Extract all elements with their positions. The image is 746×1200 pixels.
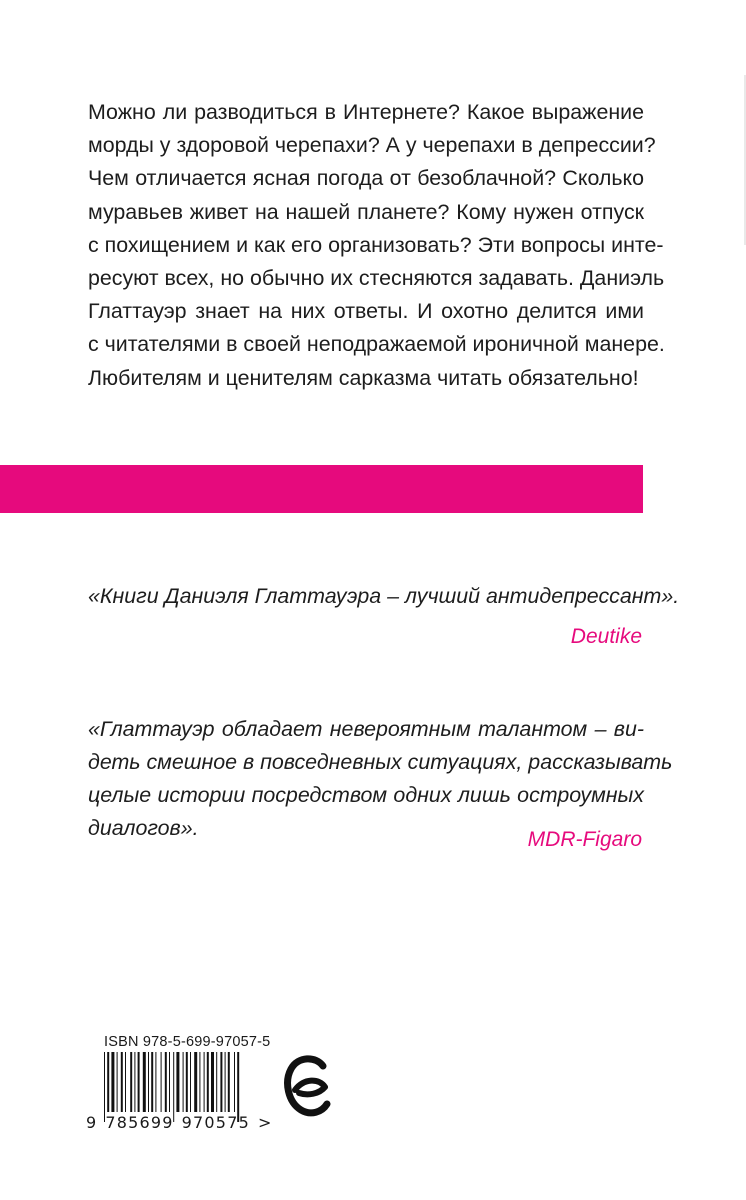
blurb-line: морды у здоровой черепахи? А у черепахи в депрессии?	[88, 133, 656, 158]
review-quote-1	[88, 580, 680, 613]
quote-line: «Глаттауэр обладает невероятным талантом – ви-	[88, 717, 644, 741]
barcode-bar	[211, 1052, 214, 1112]
barcode-bar	[173, 1052, 174, 1122]
publisher-logo-icon	[282, 1052, 332, 1120]
barcode-bar	[225, 1052, 226, 1112]
barcode-bar	[176, 1052, 179, 1112]
barcode-bar	[186, 1052, 188, 1112]
barcode-bar	[107, 1052, 109, 1112]
barcode-bar	[234, 1052, 235, 1112]
blurb-line: Чем отличается ясная погода от безоблачной? Сколько	[88, 166, 644, 191]
blurb-line: с читателями в своей неподражаемой ироничной манере.	[88, 332, 665, 357]
barcode-bar	[207, 1052, 209, 1112]
barcode-digits-right: 970575	[181, 1113, 250, 1132]
quote-line: «Книги Даниэля Глаттауэра – лучший антидепрессант».	[88, 584, 680, 608]
isbn-label: ISBN 978-5-699-97057-5	[104, 1034, 271, 1050]
barcode-digits-left: 785699	[105, 1113, 174, 1132]
barcode-bar	[169, 1052, 170, 1112]
barcode-digits	[86, 1113, 273, 1132]
barcode-bar	[138, 1052, 140, 1112]
quote-source-1: Deutike	[570, 625, 642, 648]
barcode-bar	[228, 1052, 230, 1112]
barcode-bar	[155, 1052, 156, 1112]
barcode-bar	[194, 1052, 197, 1112]
barcode-bar	[125, 1052, 126, 1112]
quote-line: деть смешное в повседневных ситуациях, рассказывать	[88, 750, 673, 774]
quote-line: диалогов».	[88, 816, 199, 840]
book-blurb	[88, 96, 665, 395]
barcode-bar	[165, 1052, 167, 1112]
barcode-bar	[161, 1052, 162, 1112]
barcode-bar	[220, 1052, 222, 1112]
barcode-digit-tail: >	[257, 1113, 273, 1132]
barcode-bar	[183, 1052, 184, 1112]
blurb-line: Можно ли разводиться в Интернете? Какое выражение	[88, 100, 644, 124]
review-quote-2	[88, 713, 673, 845]
barcode-bar	[130, 1052, 132, 1112]
barcode-bar	[121, 1052, 123, 1112]
blurb-line: Глаттауэр знает на них ответы. И охотно делится ими	[88, 299, 644, 324]
accent-band	[0, 465, 643, 513]
quote-line: целые истории посредством одних лишь остроумных	[88, 783, 644, 807]
barcode-bar	[117, 1052, 118, 1112]
barcode-bar	[111, 1052, 114, 1112]
barcode-bar	[134, 1052, 135, 1112]
barcode-bar	[216, 1052, 217, 1112]
barcode-bar	[190, 1052, 191, 1112]
blurb-line: Любителям и ценителям сарказма читать обязательно!	[88, 365, 639, 390]
barcode-bar	[237, 1052, 239, 1122]
barcode-bar	[204, 1052, 205, 1112]
barcode-bar	[104, 1052, 105, 1122]
barcode-bar	[199, 1052, 200, 1112]
barcode-digit-lead: 9	[86, 1113, 98, 1132]
blurb-line: муравьев живет на нашей планете? Кому нужен отпуск	[88, 199, 644, 224]
blurb-line: с похищением и как его организовать? Эти вопросы инте-	[88, 232, 664, 257]
barcode-bar	[151, 1052, 153, 1112]
quote-source-2: MDR-Figaro	[527, 828, 642, 851]
barcode-bar	[143, 1052, 146, 1112]
barcode-bar	[148, 1052, 149, 1112]
blurb-line: ресуют всех, но обычно их стесняются задавать. Даниэль	[88, 266, 665, 291]
